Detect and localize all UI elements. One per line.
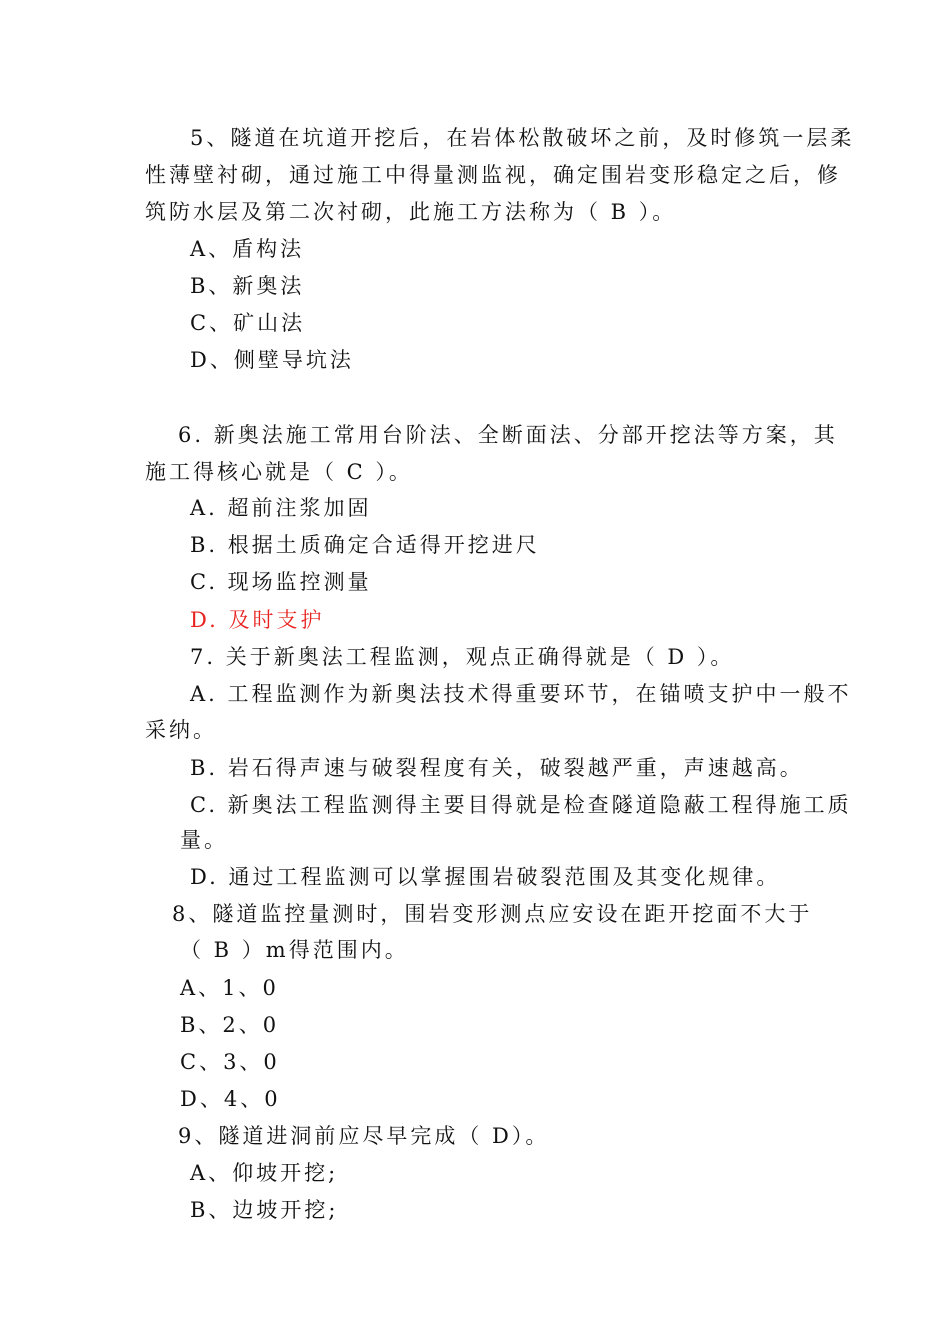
q7-option-c-line-1: C. 新奥法工程监测得主要目得就是检查隧道隐蔽工程得施工质 [190, 793, 852, 817]
q5-line-2: 性薄壁衬砌，通过施工中得量测监视，确定围岩变形稳定之后，修 [145, 163, 841, 187]
q7-option-a-line-2: 采纳。 [145, 718, 217, 742]
q8-line-2: （ B ）m得范围内。 [180, 938, 409, 962]
q7-option-a-line-1: A. 工程监测作为新奥法技术得重要环节，在锚喷支护中一般不 [190, 682, 852, 706]
q5-option-a: A、盾构法 [190, 237, 305, 261]
q5-option-b: B、新奥法 [190, 274, 305, 298]
q8-option-a: A、1、0 [180, 976, 279, 1000]
q5-line-3: 筑防水层及第二次衬砌，此施工方法称为（ B ）。 [145, 200, 677, 224]
q8-option-b: B、2、0 [180, 1013, 280, 1037]
q9-option-b: B、边坡开挖; [190, 1198, 339, 1222]
q6-option-c: C. 现场监控测量 [190, 570, 372, 594]
q7-option-d: D. 通过工程监测可以掌握围岩破裂范围及其变化规律。 [190, 865, 781, 889]
q5-line-1: 5、隧道在坑道开挖后，在岩体松散破坏之前，及时修筑一层柔 [190, 126, 855, 150]
q6-option-d-answer: D. 及时支护 [190, 608, 325, 632]
q5-option-d: D、侧壁导坑法 [190, 348, 354, 372]
q9-option-a: A、仰坡开挖; [190, 1161, 339, 1185]
q6-line-1: 6. 新奥法施工常用台阶法、全断面法、分部开挖法等方案，其 [178, 423, 838, 447]
q7-line-1: 7. 关于新奥法工程监测，观点正确得就是（ D ）。 [190, 645, 735, 669]
q6-option-b: B. 根据土质确定合适得开挖进尺 [190, 533, 540, 557]
q8-option-c: C、3、0 [180, 1050, 280, 1074]
q7-option-b: B. 岩石得声速与破裂程度有关，破裂越严重，声速越高。 [190, 756, 804, 780]
q5-option-c: C、矿山法 [190, 311, 306, 335]
q7-option-c-line-2: 量。 [180, 828, 228, 852]
q9-line-1: 9、隧道进洞前应尽早完成（ D）。 [178, 1124, 550, 1148]
q8-line-1: 8、隧道监控量测时，围岩变形测点应安设在距开挖面不大于 [172, 902, 813, 926]
q6-option-a: A. 超前注浆加固 [190, 496, 372, 520]
q8-option-d: D、4、0 [180, 1087, 281, 1111]
q6-line-2: 施工得核心就是（ C ）。 [145, 460, 413, 484]
